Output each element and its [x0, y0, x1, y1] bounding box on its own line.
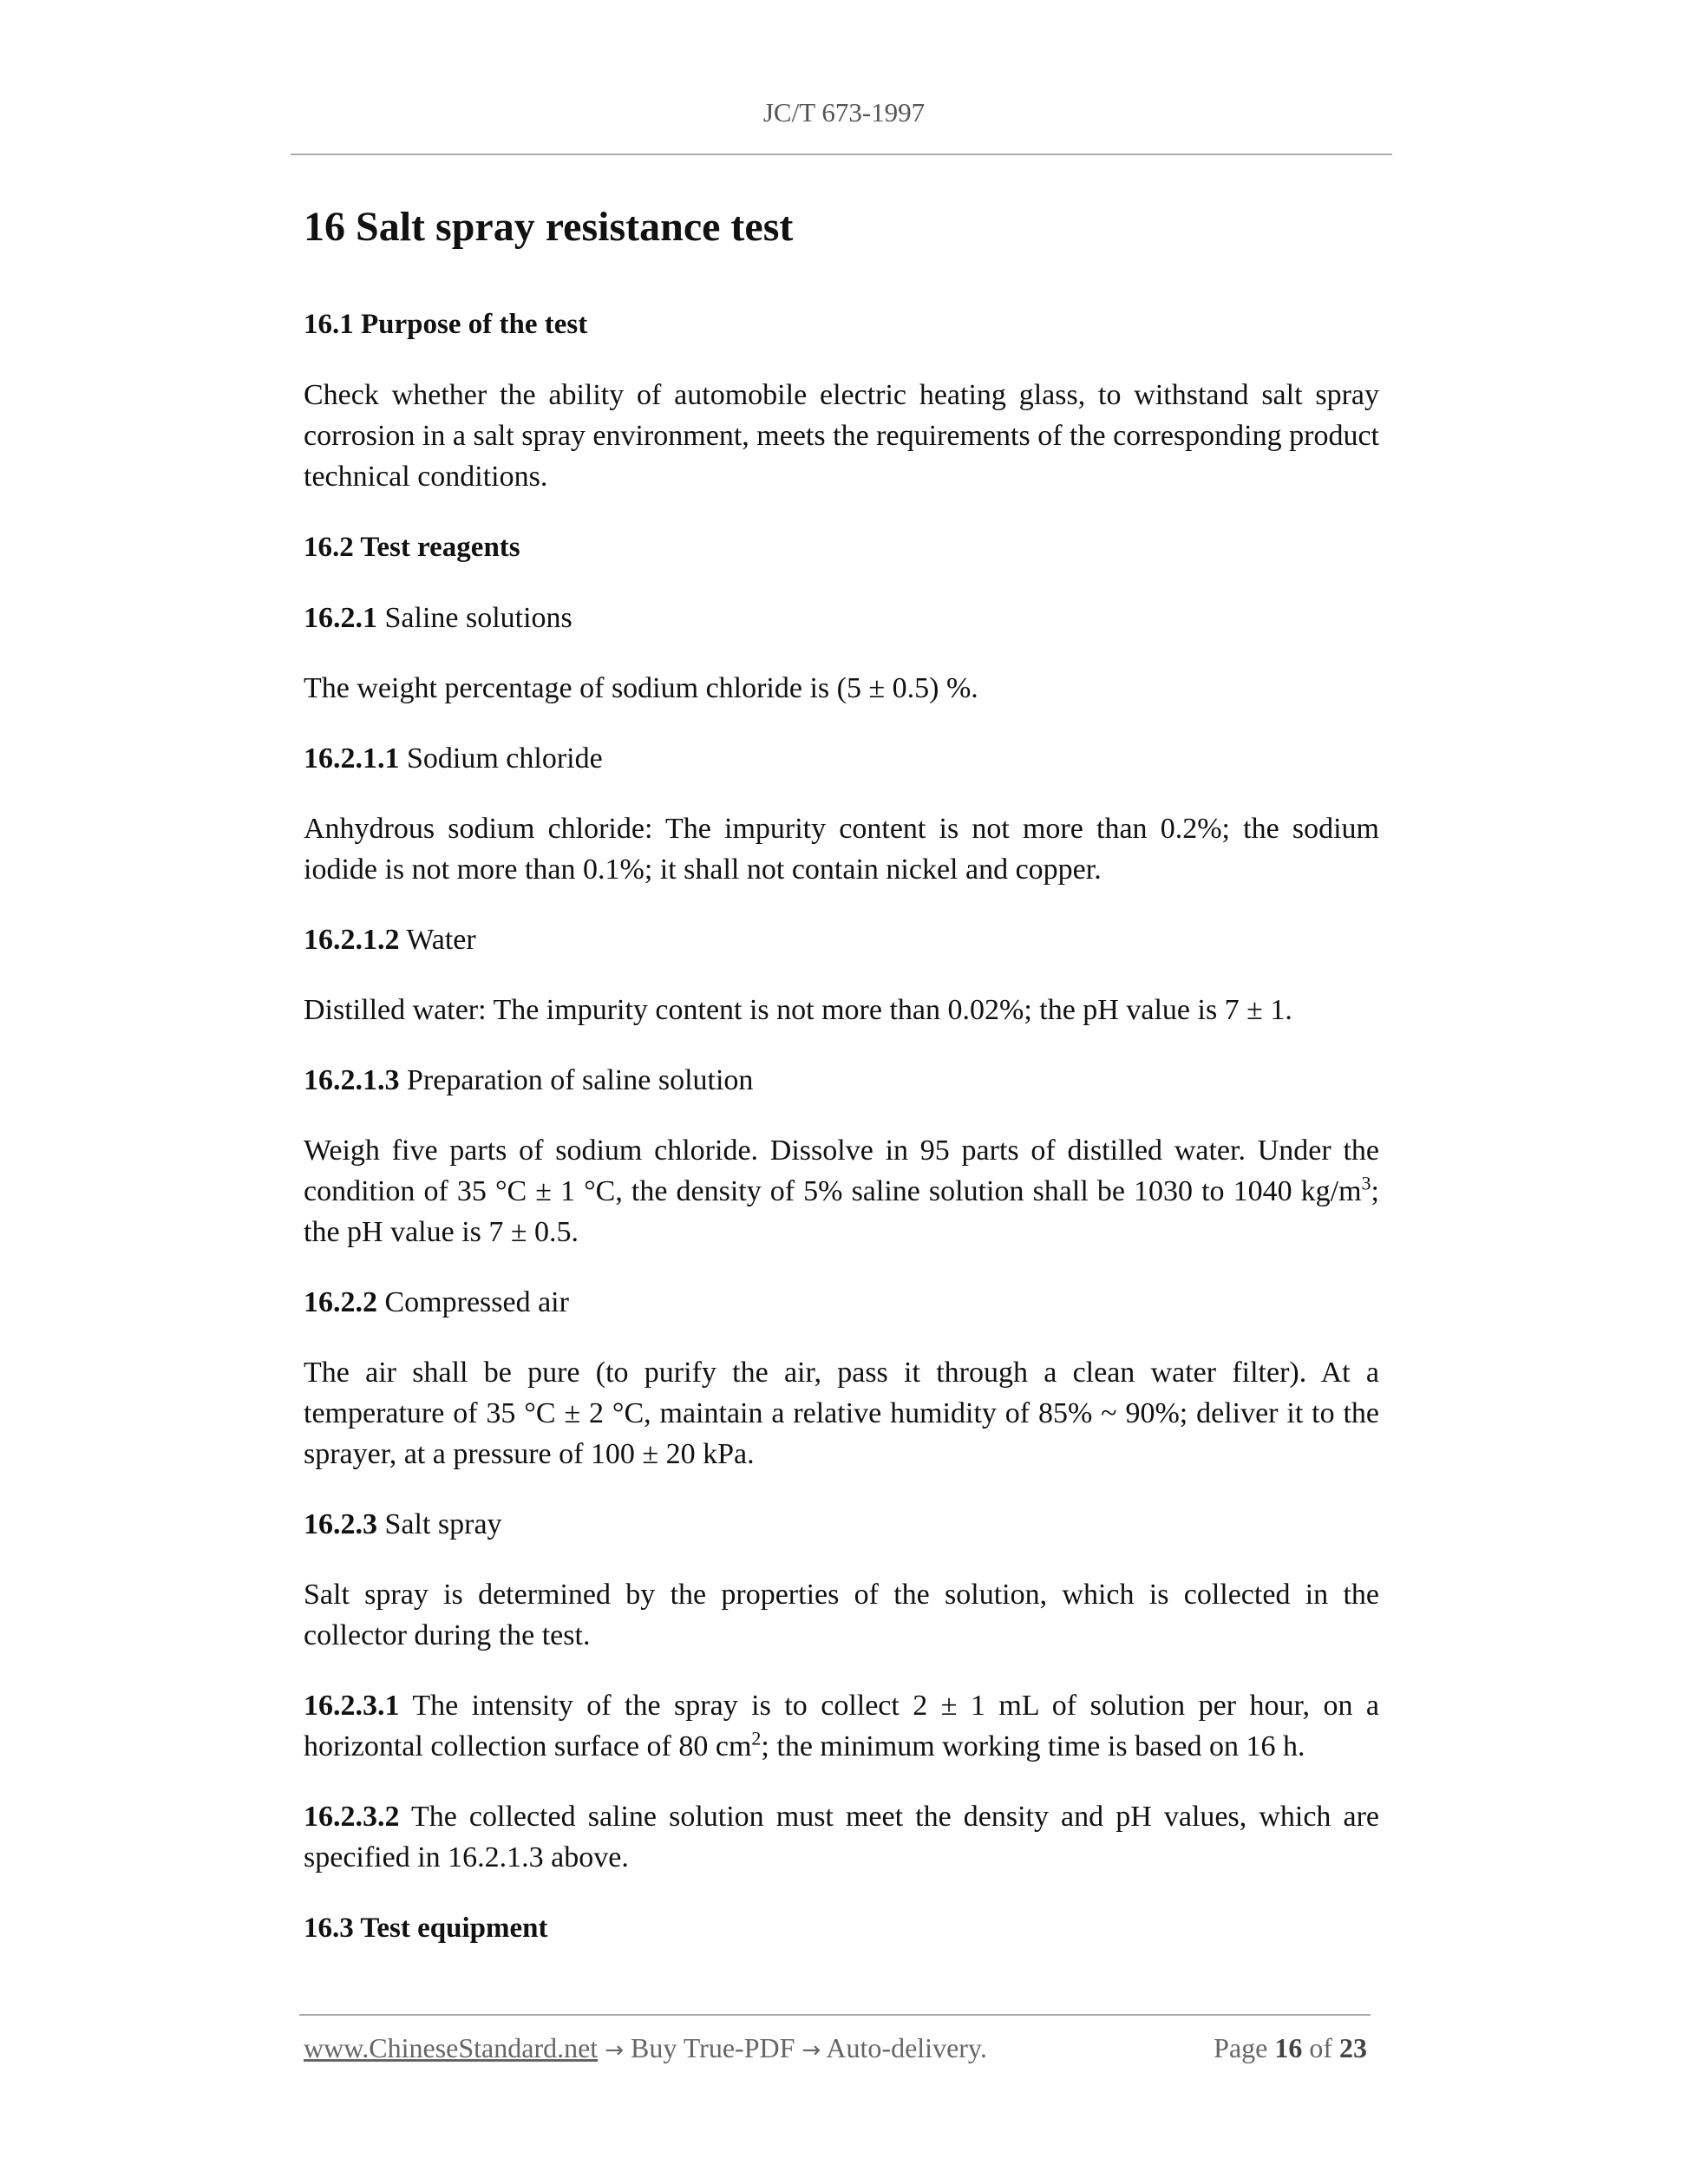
paragraph-16-2-1-2: Distilled water: The impurity content is not more than 0.02%; the pH value is 7 ± 1. [304, 994, 1292, 1026]
page-indicator [1214, 2032, 1367, 2064]
clause-title: Water [399, 924, 476, 956]
paragraph-16-2-1-3 [304, 1130, 1379, 1252]
paragraph-text: The intensity of the spray is to collect 2 ± 1 mL of solution per hour, on a horizontal collection surface of 80 cm [304, 1690, 1379, 1762]
clause-16-2-1 [304, 598, 1379, 638]
paragraph-16-2-2: The air shall be pure (to purify the air, pass it through a clean water filter). At a temperature of 35 °C ± 2 °C, maintain a relative humidity of 85% ~ 90%; deliver it to the sprayer, at a pressure of 100 ± 20 kPa. [304, 1357, 1379, 1470]
clause-number: 16.2.1.3 [304, 1064, 400, 1096]
footer-divider [299, 2014, 1371, 2016]
clause-title: Preparation of saline solution [399, 1064, 754, 1096]
clause-16-2-2 [304, 1282, 1379, 1323]
paragraph-text: ; the minimum working time is based on 16 h. [761, 1730, 1305, 1762]
superscript: 3 [1361, 1172, 1371, 1194]
clause-title: Saline solutions [377, 602, 572, 634]
page-content [304, 199, 1379, 1978]
paragraph-16-2-1-1: Anhydrous sodium chloride: The impurity content is not more than 0.2%; the sodium iodide is not more than 0.1%; it shall not contain nickel and copper. [304, 813, 1379, 886]
paragraph-16-2-3: Salt spray is determined by the properties of the solution, which is collected in the collector during the test. [304, 1579, 1379, 1651]
clause-number: 16.2.3.1 [304, 1690, 400, 1722]
clause-number: 16.2.1.1 [304, 742, 400, 775]
clause-16-2-1-3 [304, 1060, 1379, 1101]
page-number: 16 [1274, 2032, 1303, 2063]
header-divider [291, 154, 1392, 155]
website-link[interactable]: www.ChineseStandard.net [304, 2032, 599, 2063]
clause-number: 16.2.1.2 [304, 924, 400, 956]
clause-number: 16.2.1 [304, 602, 377, 634]
buy-pdf-text: Buy True-PDF [623, 2032, 802, 2063]
clause-number: 16.2.2 [304, 1286, 377, 1318]
section-title: 16 Salt spray resistance test [304, 204, 794, 250]
clause-title: Sodium chloride [399, 742, 603, 775]
clause-title: Compressed air [377, 1286, 569, 1318]
arrow-right-icon: → [605, 2037, 624, 2063]
total-pages: 23 [1339, 2032, 1367, 2063]
superscript: 2 [751, 1727, 762, 1749]
document-code-header: JC/T 673-1997 [762, 97, 926, 128]
paragraph-text: Weigh five parts of sodium chloride. Dissolve in 95 parts of distilled water. Under the condition of 35 °C ± 1 °C, the density of 5% saline solution shall be 1030 to 1040 kg/m [304, 1135, 1379, 1207]
auto-delivery-text: Auto-delivery. [821, 2032, 987, 2063]
of-label: of [1309, 2032, 1332, 2063]
clause-16-2-3-1 [304, 1685, 1379, 1767]
paragraph-text: The collected saline solution must meet the density and pH values, which are specified in 16.2.1.3 above. [304, 1801, 1379, 1873]
clause-number: 16.2.3.2 [304, 1801, 400, 1833]
clause-title: Salt spray [377, 1508, 502, 1540]
paragraph-16-1: Check whether the ability of automobile electric heating glass, to withstand salt spray corrosion in a salt spray environment, meets the requirements of the corresponding product technical conditions. [304, 379, 1379, 493]
clause-16-2-3-2 [304, 1796, 1379, 1878]
clause-16-2-1-1 [304, 738, 1379, 779]
paragraph-16-2-1: The weight percentage of sodium chloride is (5 ± 0.5) %. [304, 672, 978, 704]
clause-16-2-1-2 [304, 919, 1379, 960]
heading-16-2: 16.2 Test reagents [304, 532, 520, 563]
heading-16-1: 16.1 Purpose of the test [304, 309, 588, 340]
page-label: Page [1214, 2032, 1268, 2063]
clause-16-2-3 [304, 1504, 1379, 1545]
arrow-right-icon: → [801, 2037, 821, 2063]
footer-promo [304, 2032, 987, 2064]
paragraph-text: ; the pH value is 7 ± 0.5. [304, 1175, 1379, 1248]
heading-16-3: 16.3 Test equipment [304, 1913, 548, 1944]
clause-number: 16.2.3 [304, 1508, 377, 1540]
